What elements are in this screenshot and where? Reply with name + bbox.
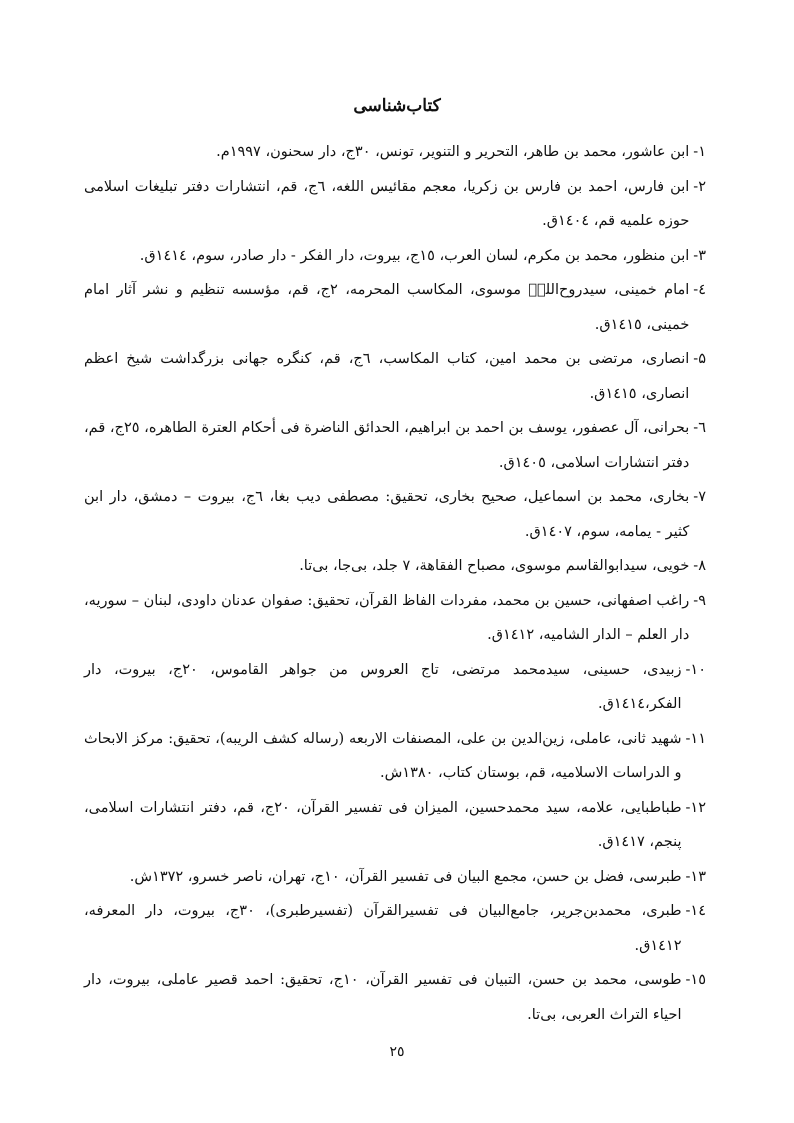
entry-number: ٧- xyxy=(693,489,706,505)
page-title: کتاب‌شناسی xyxy=(353,96,441,116)
bibliography-entry xyxy=(84,239,706,274)
entry-text: طوسی، محمد بن حسن، التبیان فی تفسیر القرآن، ١٠ج، تحقیق: احمد قصیر عاملی، بیروت، دار احیاء التراث العربی، بی‌تا. xyxy=(84,972,682,1023)
bibliography-entry xyxy=(84,653,706,722)
bibliography-entry xyxy=(84,273,706,342)
entry-number: ٤- xyxy=(693,282,706,298)
entry-text: ابن منظور، محمد بن مکرم، لسان العرب، ١٥ج، بیروت، دار الفکر - دار صادر، سوم، ١٤١٤ق. xyxy=(139,247,690,264)
entry-number: ١١- xyxy=(685,730,706,747)
entry-text: شهید ثانی، عاملی، زین‌الدین بن علی، المصنفات الاربعه (رساله کشف الریبه)، تحقیق: مرکز الابحاث و الدراسات الاسلامیه، قم، بوستان کتاب، ١٣٨٠ش. xyxy=(84,730,682,781)
bibliography-entry xyxy=(84,135,706,170)
bibliography-entry xyxy=(84,549,706,584)
entry-text: بخاری، محمد بن اسماعیل، صحیح بخاری، تحقیق: مصطفی دیب بغا، ٦ج، بیروت – دمشق، دار ابن کثیر - یمامه، سوم، ١٤٠٧ق. xyxy=(84,489,690,540)
bibliography-entry xyxy=(84,963,706,1032)
bibliography-entry xyxy=(84,480,706,549)
entry-number: ٨- xyxy=(693,558,706,574)
entry-number: ۵- xyxy=(693,351,706,367)
entry-number: ١٣- xyxy=(685,868,706,885)
entry-text: خویی، سیدابوالقاسم موسوی، مصباح الفقاهة، ٧ جلد، بی‌جا، بی‌تا. xyxy=(299,558,690,574)
entry-text: ابن فارس، احمد بن فارس بن زکریا، معجم مقائیس اللغه، ٦ج، قم، انتشارات دفتر تبلیغات اسلامی حوزه علمیه قم، ١٤٠٤ق. xyxy=(84,178,690,229)
entry-text: زبیدی، حسینی، سیدمحمد مرتضی، تاج العروس من جواهر القاموس، ٢٠ج، بیروت، دار الفکر،١٤١٤ق. xyxy=(84,661,682,712)
bibliography-entry xyxy=(84,411,706,480)
bibliography-entry xyxy=(84,894,706,963)
bibliography-entry xyxy=(84,791,706,860)
entry-text: طبرسی، فضل بن حسن، مجمع البیان فی تفسیر القرآن، ١٠ج، تهران، ناصر خسرو، ١٣٧٢ش. xyxy=(129,868,682,885)
entry-number: ۳- xyxy=(693,247,706,264)
entry-text: انصاری، مرتضی بن محمد امین، کتاب المکاسب، ٦ج، قم، کنگره جهانی بزرگداشت شیخ اعظم انصاری، ١٤١٥ق. xyxy=(84,351,690,402)
entry-number: ۲- xyxy=(693,178,706,195)
bibliography-entry xyxy=(84,170,706,239)
entry-text: طبری، محمدبن‌جریر، جامع‌البیان فی تفسیرالقرآن (تفسیرطبری)، ٣٠ج، بیروت، دار المعرفه، ١٤١٢ق. xyxy=(84,903,682,954)
entry-text: امام خمینی، سیدروح‌اللهؒ موسوی، المکاسب المحرمه، ٢ج، قم، مؤسسه تنظیم و نشر آثار امام خمینی، ١٤١٥ق. xyxy=(84,282,690,333)
entry-text: ابن عاشور، محمد بن طاهر، التحریر و التنویر، تونس، ۳۰ج، دار سحنون، ۱۹۹۷م. xyxy=(216,144,690,160)
entry-number: ٩- xyxy=(693,592,706,609)
bibliography-entry xyxy=(84,342,706,411)
entry-number: ١٢- xyxy=(685,799,706,816)
entry-text: بحرانی، آل عصفور، یوسف بن احمد بن ابراهیم، الحدائق الناضرة فی أحکام العترة الطاهره، ٢٥ج، قم، دفتر انتشارات اسلامی، ١٤٠٥ق. xyxy=(84,420,690,471)
entry-number: ١٤- xyxy=(685,903,706,919)
entry-number: ۱- xyxy=(693,144,706,160)
entry-number: ١٠- xyxy=(685,661,706,678)
entry-number: ١٥- xyxy=(685,972,706,988)
page-number: ٢٥ xyxy=(389,1044,405,1060)
entry-text: راغب اصفهانی، حسین بن محمد، مفردات الفاظ القرآن، تحقیق: صفوان عدنان داودی، لبنان – سوریه، دار العلم – الدار الشامیه، ١٤١٢ق. xyxy=(84,592,690,643)
entry-text: طباطبایی، علامه، سید محمدحسین، المیزان فی تفسیر القرآن، ٢٠ج، قم، دفتر انتشارات اسلامی، پنجم، ١٤١٧ق. xyxy=(84,799,682,850)
bibliography-entry xyxy=(84,722,706,791)
bibliography-entry xyxy=(84,584,706,653)
entry-number: ٦- xyxy=(693,420,706,436)
bibliography-list xyxy=(84,135,706,1032)
bibliography-entry xyxy=(84,860,706,895)
